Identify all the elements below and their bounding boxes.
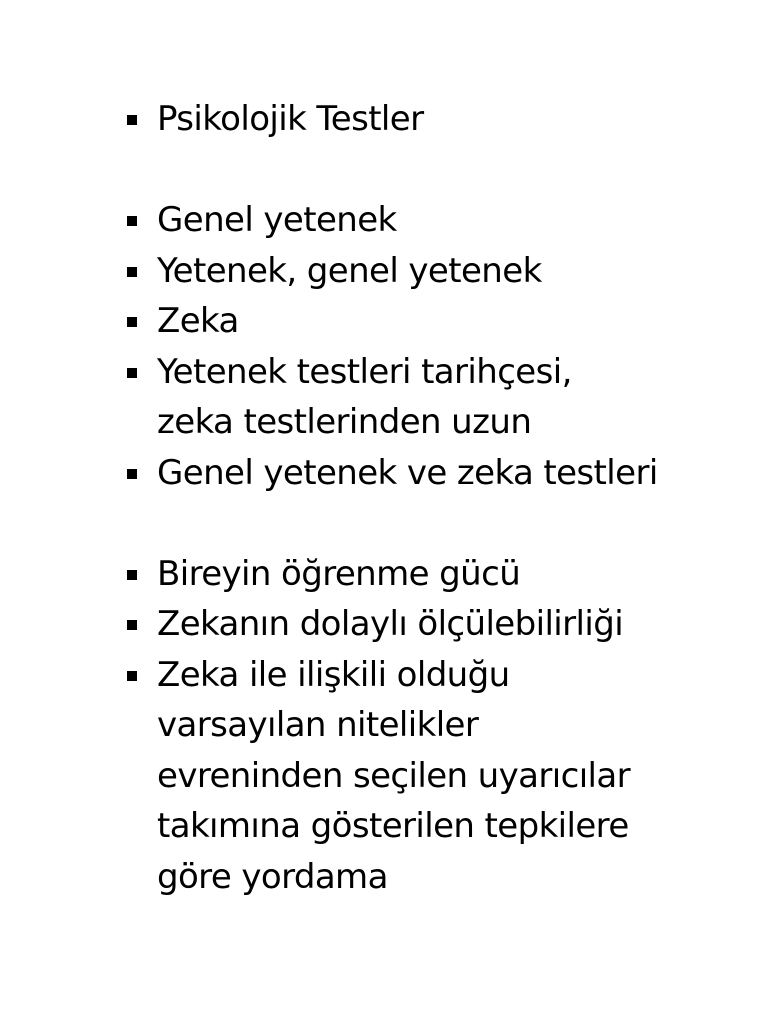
bullet-item — [124, 448, 724, 499]
bullet-text: Bireyin öğrenme gücü — [157, 553, 521, 594]
bullet-item — [124, 549, 724, 600]
bullet-text-line-1: Zeka ile ilişkili olduğu — [157, 654, 510, 695]
bullet-item — [124, 246, 724, 297]
bullet-text: Psikolojik Testler — [157, 99, 424, 139]
bullet-text-line-2: zeka testlerinden uzun — [157, 402, 532, 442]
bullet-text: Genel yetenek — [157, 200, 397, 240]
bullet-item — [124, 599, 724, 650]
bullet-text: Zekanın dolaylı ölçülebilirliği — [157, 604, 624, 644]
bullet-item — [124, 195, 724, 246]
bullet-text-line-2: varsayılan nitelikler — [157, 705, 479, 745]
bullet-item — [124, 347, 724, 448]
bullet-text-line-4: takımına gösterilen tepkilere — [157, 806, 629, 846]
bullet-text-line-5: göre yordama — [157, 856, 388, 897]
bullet-text-line-3: evreninden seçilen uyarıcılar — [157, 755, 631, 796]
square-bullet-icon — [127, 267, 137, 277]
square-bullet-icon — [127, 317, 137, 327]
bullet-list — [124, 94, 724, 902]
square-bullet-icon — [127, 216, 137, 226]
square-bullet-icon — [127, 570, 137, 580]
square-bullet-icon — [127, 368, 137, 378]
bullet-text-line-1: Yetenek testleri tarihçesi, — [157, 351, 572, 392]
square-bullet-icon — [127, 671, 137, 681]
square-bullet-icon — [127, 620, 137, 630]
square-bullet-icon — [127, 115, 137, 125]
bullet-text: Yetenek, genel yetenek — [157, 250, 542, 291]
square-bullet-icon — [127, 469, 137, 479]
bullet-item — [124, 94, 724, 145]
bullet-item — [124, 296, 724, 347]
bullet-item — [124, 650, 724, 903]
bullet-text: Genel yetenek ve zeka testleri — [157, 452, 658, 493]
bullet-text: Zeka — [157, 301, 239, 341]
